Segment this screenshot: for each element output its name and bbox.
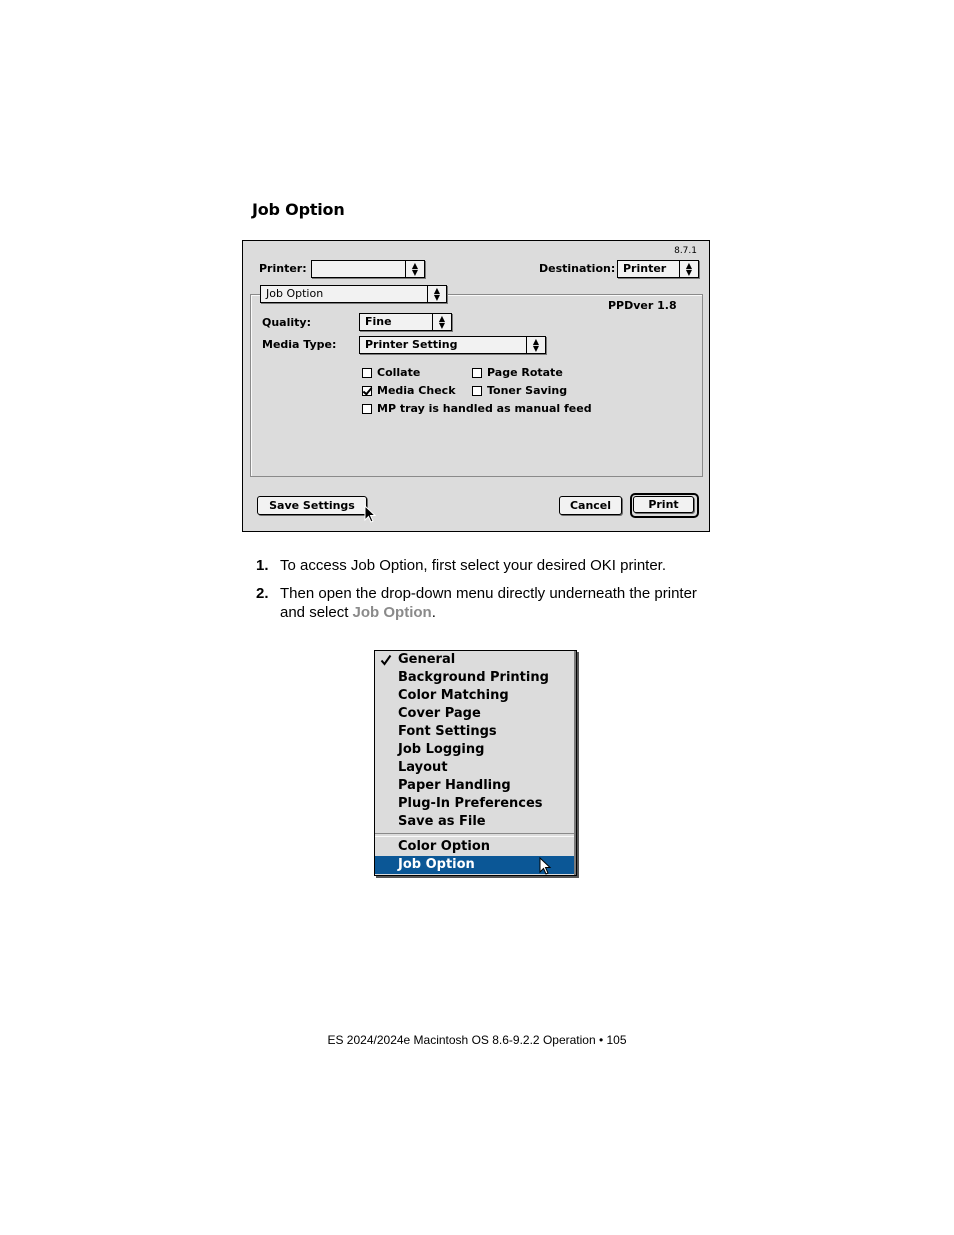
mp-tray-checkbox[interactable]	[362, 402, 592, 415]
step-text: To access Job Option, first select your desired OKI printer.	[280, 557, 667, 574]
print-button-ring	[630, 493, 699, 518]
save-settings-button[interactable]: Save Settings	[257, 496, 367, 515]
step-text	[280, 584, 726, 622]
menu-item-font-settings[interactable]: Font Settings	[398, 724, 497, 739]
checkmark-icon	[362, 386, 372, 396]
print-button[interactable]: Print	[633, 496, 694, 513]
menu-item-general[interactable]	[375, 651, 574, 669]
checkbox-box	[472, 368, 482, 378]
panel-popup-value: Job Option	[266, 287, 324, 300]
menu-item-background-printing[interactable]: Background Printing	[398, 670, 549, 685]
page-rotate-checkbox[interactable]	[472, 366, 563, 379]
dialog-version: 8.7.1	[674, 246, 697, 256]
panel-dropdown-menu	[374, 650, 577, 876]
step-item	[256, 556, 726, 575]
menu-item-color-option[interactable]: Color Option	[398, 839, 491, 854]
destination-popup[interactable]	[617, 260, 699, 278]
checkmark-icon	[380, 653, 392, 667]
toner-saving-checkbox[interactable]	[472, 384, 567, 397]
printer-popup[interactable]	[311, 260, 425, 278]
checkbox-box	[362, 368, 372, 378]
collate-label: Collate	[377, 366, 421, 379]
cancel-button[interactable]: Cancel	[559, 496, 622, 515]
checkbox-box	[362, 404, 372, 414]
step-text-before: Then open the drop-down menu directly underneath the printer and select	[280, 585, 697, 621]
page-rotate-label: Page Rotate	[487, 366, 563, 379]
step-item	[256, 584, 726, 622]
step-text-after: .	[431, 604, 436, 621]
destination-popup-value: Printer	[623, 262, 667, 275]
toner-saving-label: Toner Saving	[487, 384, 568, 397]
mp-tray-label: MP tray is handled as manual feed	[377, 402, 592, 415]
quality-popup[interactable]	[359, 313, 452, 331]
media-type-label: Media Type:	[262, 338, 337, 351]
menu-item-paper-handling[interactable]: Paper Handling	[398, 778, 511, 793]
checkbox-box	[472, 386, 482, 396]
updown-arrows-icon: ▲ ▼	[427, 286, 446, 302]
updown-arrows-icon: ▲ ▼	[405, 261, 424, 277]
steps-list	[256, 556, 726, 631]
media-type-popup-value: Printer Setting	[365, 338, 458, 351]
page-footer: ES 2024/2024e Macintosh OS 8.6-9.2.2 Operation • 105	[327, 1033, 627, 1047]
print-dialog	[242, 240, 710, 532]
menu-item-plug-in-preferences[interactable]: Plug-In Preferences	[398, 796, 543, 811]
quality-popup-value: Fine	[365, 315, 392, 328]
media-type-popup[interactable]	[359, 336, 546, 354]
updown-arrows-icon: ▲ ▼	[526, 337, 545, 353]
menu-item-color-matching[interactable]: Color Matching	[398, 688, 509, 703]
media-check-label: Media Check	[377, 384, 456, 397]
step-number: 2.	[256, 585, 269, 602]
collate-checkbox[interactable]	[362, 366, 420, 379]
destination-label: Destination:	[539, 262, 616, 275]
menu-item-cover-page[interactable]: Cover Page	[398, 706, 481, 721]
ppd-version: PPDver 1.8	[608, 299, 677, 312]
menu-edge	[574, 651, 576, 875]
updown-arrows-icon: ▲ ▼	[679, 261, 698, 277]
updown-arrows-icon: ▲ ▼	[432, 314, 451, 330]
media-check-checkbox[interactable]	[362, 384, 456, 397]
step-number: 1.	[256, 557, 269, 574]
menu-item-label: Job Option	[398, 857, 475, 872]
menu-item-label: General	[398, 652, 456, 667]
section-title: Job Option	[252, 200, 345, 219]
printer-label: Printer:	[259, 262, 307, 275]
arrow-cursor-icon	[364, 505, 378, 525]
menu-item-layout[interactable]: Layout	[398, 760, 448, 775]
arrow-cursor-icon	[539, 857, 553, 877]
menu-item-job-logging[interactable]: Job Logging	[398, 742, 485, 757]
menu-separator	[375, 833, 574, 837]
panel-popup[interactable]	[260, 285, 447, 303]
quality-label: Quality:	[262, 316, 311, 329]
step-highlight: Job Option	[352, 604, 432, 621]
menu-item-save-as-file[interactable]: Save as File	[398, 814, 486, 829]
